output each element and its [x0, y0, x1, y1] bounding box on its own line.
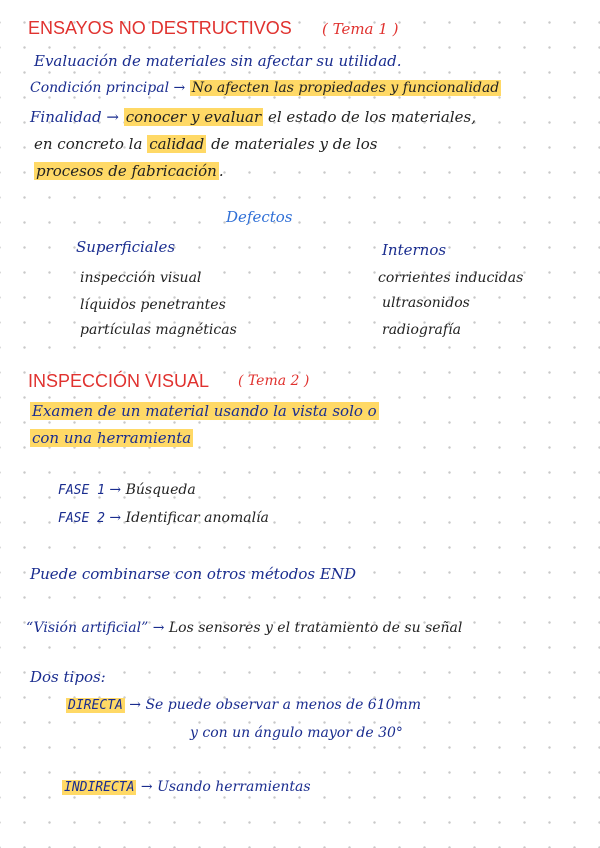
- section-title-tema1: ENSAYOS NO DESTRUCTIVOS: [28, 18, 292, 38]
- tema2-def-highlight-1: Examen de un material usando la vista solo o: [32, 402, 377, 420]
- line4-b: de materiales y de los: [211, 135, 378, 153]
- fase1-label: FASE 1: [58, 483, 105, 498]
- internos-title: Internos: [382, 241, 447, 259]
- superficial-item: inspección visual: [80, 270, 202, 286]
- finalidad-line-3: [34, 162, 224, 180]
- tema2-definition-2: [30, 429, 193, 447]
- superficial-item: partículas magnéticas: [80, 322, 237, 338]
- condition-text: No afecten las propiedades y funcionalidad: [191, 80, 500, 96]
- finalidad-highlight: conocer y evaluar: [125, 108, 262, 126]
- arrow-icon: →: [140, 779, 153, 795]
- line5-dot: .: [218, 162, 224, 180]
- directa-text-2: y con un ángulo mayor de 30°: [190, 725, 403, 741]
- arrow-icon: →: [109, 482, 122, 498]
- arrow-icon: →: [109, 510, 122, 526]
- tema2-def-highlight-2: con una herramienta: [32, 429, 192, 447]
- section-title-tema2: INSPECCIÓN VISUAL: [28, 371, 210, 391]
- superficial-item: líquidos penetrantes: [80, 297, 226, 313]
- arrow-icon: →: [173, 80, 186, 96]
- condition-line: [30, 80, 501, 96]
- tema1-tag: ( Tema 1 ): [322, 20, 399, 38]
- interno-item: corrientes inducidas: [378, 270, 524, 286]
- fase1-line: [58, 482, 196, 498]
- combine-line: Puede combinarse con otros métodos END: [30, 565, 356, 583]
- tema1-definition: Evaluación de materiales sin afectar su utilidad.: [34, 52, 402, 70]
- indirecta-text: Usando herramientas: [157, 779, 311, 795]
- defectos-title: Defectos: [226, 208, 293, 226]
- finalidad-text: el estado de los materiales,: [267, 108, 476, 126]
- condition-label: Condición principal: [30, 80, 170, 96]
- interno-item: ultrasonidos: [382, 295, 470, 311]
- vision-artificial-line: [26, 620, 462, 636]
- dos-tipos-label: Dos tipos:: [30, 668, 106, 686]
- finalidad-line: [30, 108, 476, 126]
- fase1-text: Búsqueda: [125, 482, 196, 498]
- finalidad-line-2: [34, 135, 377, 153]
- arrow-icon: →: [129, 697, 141, 713]
- indirecta-label: INDIRECTA: [64, 780, 135, 795]
- vision-artificial-text: Los sensores y el tratamiento de su señal: [168, 620, 463, 636]
- indirecta-line: [62, 779, 311, 795]
- arrow-icon: →: [152, 620, 165, 636]
- line4-highlight: calidad: [149, 135, 205, 153]
- finalidad-label: Finalidad: [30, 108, 102, 126]
- interno-item: radiografía: [382, 322, 461, 338]
- fase2-label: FASE 2: [58, 511, 105, 526]
- directa-label: DIRECTA: [68, 698, 123, 713]
- tema2-definition-1: [30, 402, 379, 420]
- vision-artificial-label: “Visión artificial”: [26, 620, 149, 636]
- arrow-icon: →: [106, 108, 119, 126]
- line5-highlight: procesos de fabricación: [36, 162, 217, 180]
- fase2-text: Identificar anomalía: [125, 510, 269, 526]
- directa-text-1: Se puede observar a menos de 610mm: [145, 697, 422, 713]
- fase2-line: [58, 510, 269, 526]
- tema2-tag: ( Tema 2 ): [238, 373, 310, 389]
- directa-line: [66, 697, 421, 713]
- line4-a: en concreto la: [34, 135, 143, 153]
- superficiales-title: Superficiales: [76, 238, 176, 256]
